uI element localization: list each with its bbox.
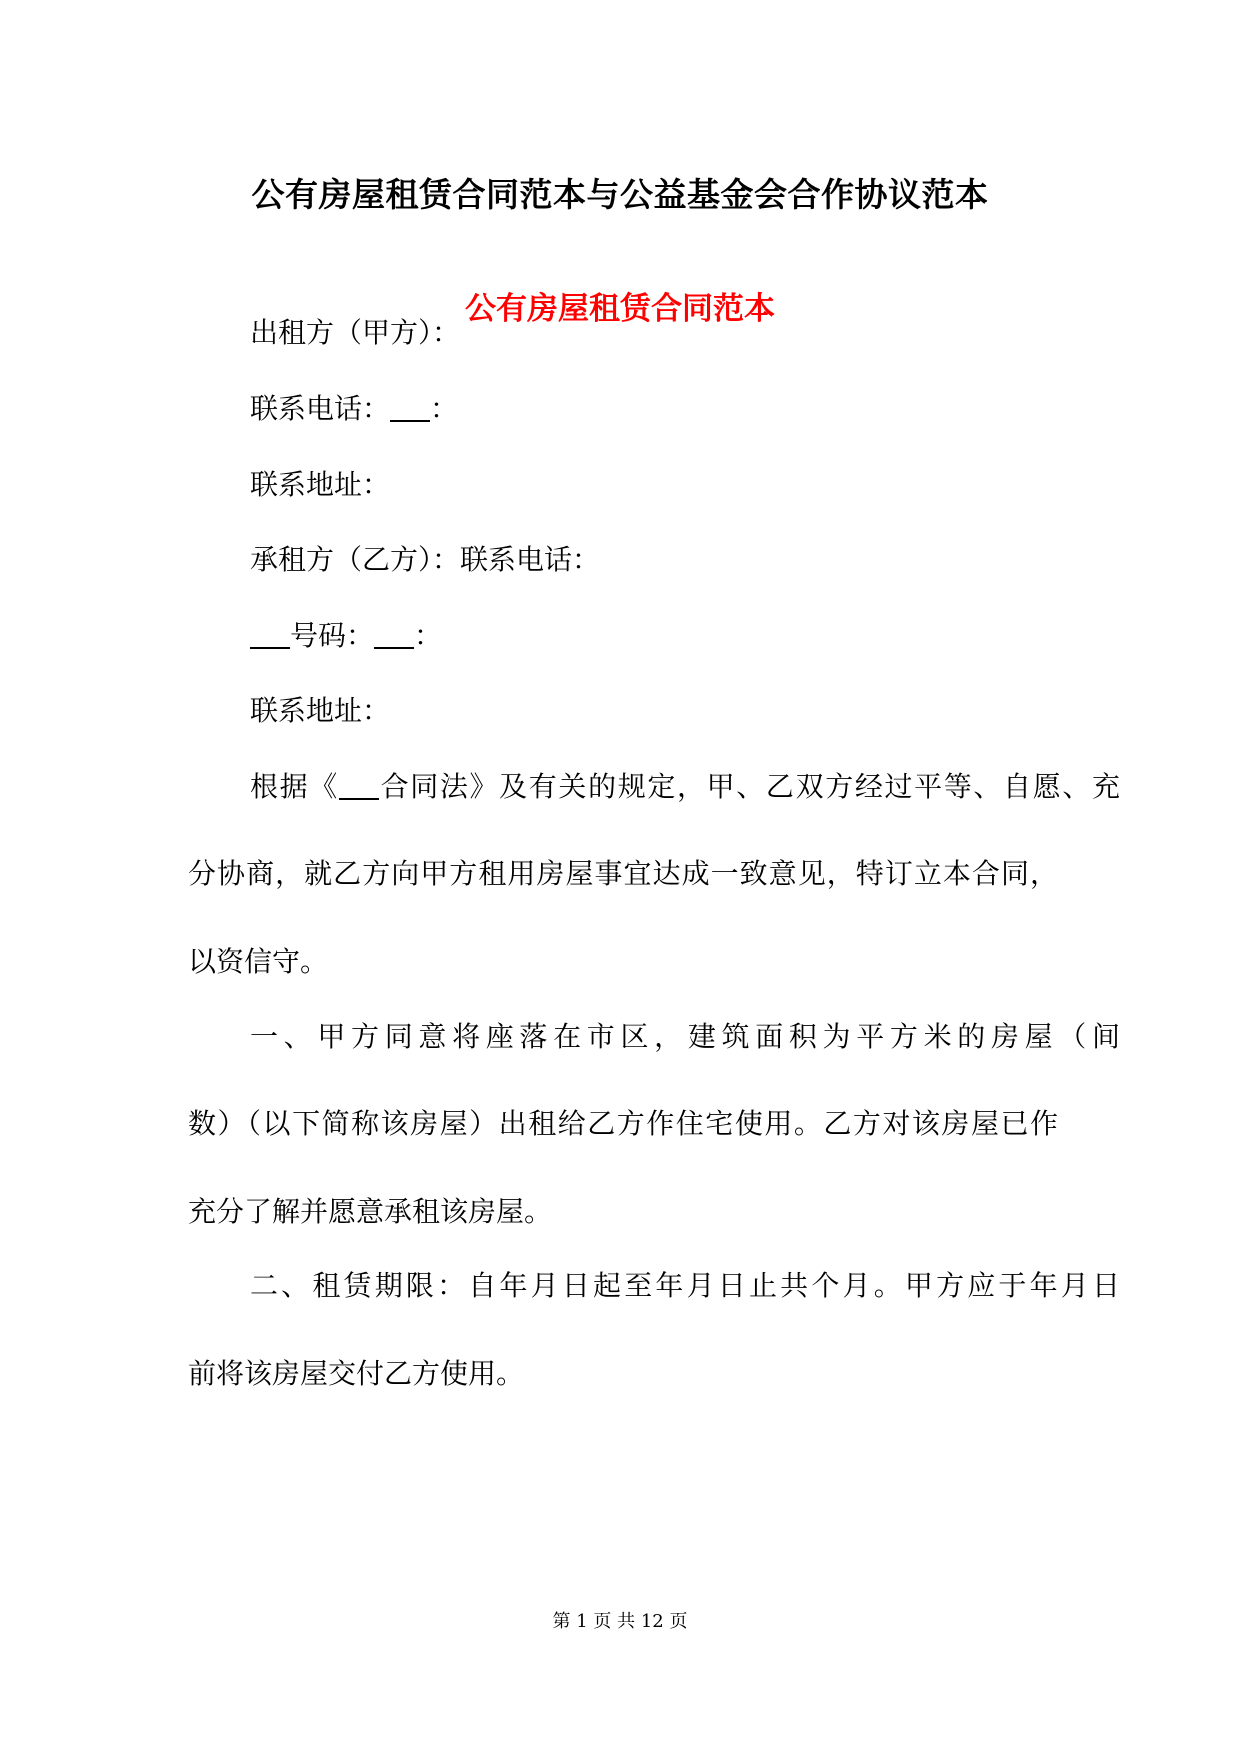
lessee-address-label: 联系地址： [250,694,391,727]
id-number-line [188,615,1120,657]
paragraph-1-line-2: 分协商，就乙方向甲方租用房屋事宜达成一致意见，特订立本合同， [188,857,1058,890]
id-number-colon: ： [414,619,443,652]
document-title: 公有房屋租赁合同范本与公益基金会合作协议范本 [251,175,989,214]
blank-underline [390,392,430,422]
lessor-phone-colon: ： [430,392,459,425]
paragraph-2-line-2: 数）（以下简称该房屋）出租给乙方作住宅使用。乙方对该房屋已作 [188,1107,1058,1140]
paragraph-2-line-1: 一、甲方同意将座落在市区，建筑面积为平方米的房屋（间 [250,1020,1120,1053]
lessee-line [188,539,1120,581]
lessor-phone-line [188,388,1120,430]
lessor-address-label: 联系地址： [250,468,391,501]
id-number-label: 号码： [290,619,375,652]
blank-underline [374,619,414,649]
section-title: 公有房屋租赁合同范本 [465,291,775,327]
lessor-line [188,312,1120,354]
page-number: 第 1 页 共 12 页 [552,1611,688,1632]
lessee-address-line [188,690,1120,732]
lessee-label: 承租方（乙方）：联系电话： [250,543,601,576]
blank-underline [250,619,290,649]
paragraph-1-text-b: 合同法》及有关的规定，甲、乙双方经过平等、自愿、充 [378,770,1120,803]
paragraph-3-line-1: 二、租赁期限：自年月日起至年月日止共个月。甲方应于年月日 [250,1269,1120,1302]
paragraph-1-line-1 [188,766,1120,808]
lessor-label: 出租方（甲方）： [250,316,461,349]
paragraph-2-line-3: 充分了解并愿意承租该房屋。 [188,1195,553,1228]
lessor-address-line [188,464,1120,506]
blank-underline [339,770,379,800]
paragraph-3-line-2: 前将该房屋交付乙方使用。 [188,1357,525,1390]
lessor-phone-label: 联系电话： [250,392,391,425]
paragraph-1-text-a: 根据《 [250,770,339,803]
paragraph-1-line-3: 以资信守。 [188,945,329,978]
